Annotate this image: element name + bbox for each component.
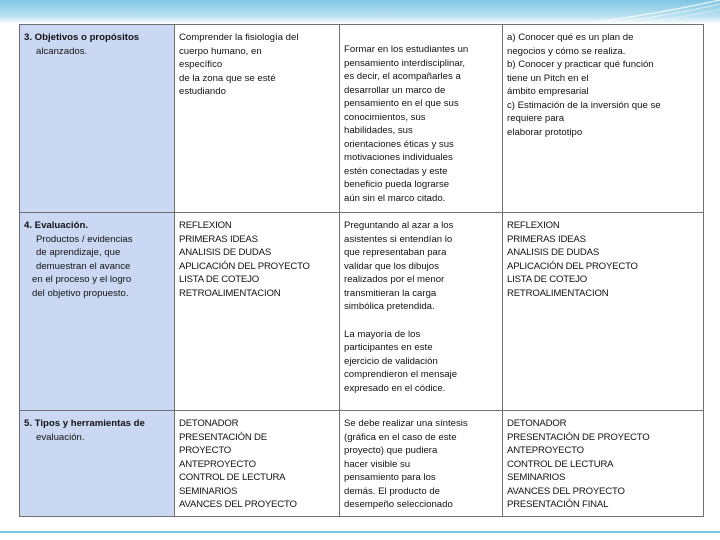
cell-line: ANALISIS DE DUDAS bbox=[507, 247, 600, 258]
row-label-line: Productos / evidencias bbox=[36, 233, 133, 245]
cell-line: APLICACIÓN DEL PROYECTO bbox=[179, 260, 310, 272]
footer-rule bbox=[0, 531, 720, 533]
cell-line: REFLEXION bbox=[507, 220, 560, 231]
cell-line: requiere para bbox=[507, 113, 565, 124]
cell-line: DETONADOR bbox=[507, 418, 567, 429]
cell-line: ANALISIS DE DUDAS bbox=[179, 247, 272, 258]
cell-line: SEMINARIOS bbox=[507, 472, 566, 483]
cell-line: Preguntando al azar a los bbox=[344, 220, 454, 231]
cell-line: AVANCES DEL PROYECTO bbox=[179, 499, 297, 510]
row-label-line: de aprendizaje, que bbox=[36, 247, 121, 258]
decorative-swoosh-icon bbox=[580, 0, 720, 24]
cell-line: DETONADOR bbox=[179, 418, 239, 429]
evaluation-table bbox=[19, 24, 704, 517]
cell-line: validar que los dibujos bbox=[344, 260, 439, 272]
cell-line: PRESENTACIÓN DE bbox=[179, 431, 267, 443]
cell-line: conocimientos, sus bbox=[344, 111, 426, 123]
cell-line: pensamiento para los bbox=[344, 472, 436, 483]
cell-line: LISTA DE COTEJO bbox=[507, 274, 587, 285]
cell-objetivos-col3 bbox=[503, 25, 704, 213]
cell-line: motivaciones individuales bbox=[344, 152, 453, 163]
cell-line: (gráfica en el caso de este bbox=[344, 431, 457, 443]
cell-line: pensamiento interdisciplinar, bbox=[344, 57, 466, 69]
cell-line: participantes en este bbox=[344, 342, 433, 353]
cell-line: transmitieran la carga bbox=[344, 287, 437, 299]
cell-line: orientaciones éticas y sus bbox=[344, 138, 454, 150]
cell-herramientas-col1 bbox=[175, 411, 340, 517]
row-label-herramientas bbox=[20, 411, 175, 517]
cell-line: estén conectadas y este bbox=[344, 165, 448, 177]
cell-line: desarrollar un marco de bbox=[344, 84, 446, 96]
cell-line: negocios y cómo se realiza. bbox=[507, 45, 626, 57]
cell-objetivos-col1 bbox=[175, 25, 340, 213]
cell-line: aún sin el marco citado. bbox=[344, 192, 446, 204]
cell-line: b) Conocer y practicar qué función bbox=[507, 59, 654, 70]
cell-line: PRIMERAS IDEAS bbox=[507, 233, 586, 245]
cell-line: tiene un Pitch en el bbox=[507, 72, 589, 84]
cell-line: de la zona que se esté bbox=[179, 72, 276, 84]
cell-line: LISTA DE COTEJO bbox=[179, 274, 259, 285]
cell-line: elaborar prototipo bbox=[507, 126, 583, 138]
row-label-title: 5. Tipos y herramientas de bbox=[24, 418, 145, 429]
cell-line: AVANCES DEL PROYECTO bbox=[507, 485, 625, 497]
cell-line: PRESENTACIÓN DE PROYECTO bbox=[507, 431, 650, 443]
cell-line: REFLEXION bbox=[179, 220, 232, 231]
cell-line: realizados por el menor bbox=[344, 274, 445, 285]
cell-evaluacion-col2 bbox=[340, 213, 503, 411]
cell-line: hacer visible su bbox=[344, 458, 411, 470]
row-label-line: demuestran el avance bbox=[36, 260, 131, 272]
cell-objetivos-col2 bbox=[340, 25, 503, 213]
cell-line: c) Estimación de la inversión que se bbox=[507, 99, 661, 111]
cell-line: Formar en los estudiantes un bbox=[344, 44, 469, 55]
row-label-title: 4. Evaluación. bbox=[24, 220, 88, 231]
cell-line: Comprender la fisiología del bbox=[179, 32, 299, 43]
cell-line: habilidades, sus bbox=[344, 125, 413, 136]
cell-line: RETROALIMENTACION bbox=[179, 287, 281, 299]
cell-line: simbólica pretendida. bbox=[344, 301, 435, 312]
cell-line: proyecto) que pudiera bbox=[344, 445, 438, 456]
cell-line: ANTEPROYECTO bbox=[179, 458, 256, 470]
cell-line: ejercicio de validación bbox=[344, 355, 438, 367]
cell-line: desempeño seleccionado bbox=[344, 499, 453, 510]
cell-line: CONTROL DE LECTURA bbox=[507, 458, 614, 470]
cell-line: expresado en el códice. bbox=[344, 382, 446, 394]
cell-line: es decir, el acompañarles a bbox=[344, 71, 461, 82]
cell-evaluacion-col3 bbox=[503, 213, 704, 411]
cell-line: RETROALIMENTACION bbox=[507, 287, 609, 299]
cell-line: ANTEPROYECTO bbox=[507, 445, 584, 456]
row-label-line: del objetivo propuesto. bbox=[32, 287, 129, 299]
row-label-line: alcanzados. bbox=[36, 45, 88, 57]
cell-line: comprendieron el mensaje bbox=[344, 369, 458, 380]
cell-line: estudiando bbox=[179, 86, 226, 97]
row-label-objetivos bbox=[20, 25, 175, 213]
cell-line: demás. El producto de bbox=[344, 485, 440, 497]
row-label-line: en el proceso y el logro bbox=[32, 274, 132, 285]
cell-line: SEMINARIOS bbox=[179, 485, 238, 497]
cell-line: APLICACIÓN DEL PROYECTO bbox=[507, 260, 638, 272]
cell-line: ámbito empresarial bbox=[507, 86, 589, 97]
cell-line: pensamiento en el que sus bbox=[344, 98, 459, 109]
cell-line: PRESENTACIÓN FINAL bbox=[507, 499, 609, 510]
cell-line: asistentes si entendían lo bbox=[344, 233, 453, 245]
cell-line: CONTROL DE LECTURA bbox=[179, 472, 286, 483]
cell-evaluacion-col1 bbox=[175, 213, 340, 411]
table-row-herramientas bbox=[20, 411, 704, 517]
cell-line: a) Conocer qué es un plan de bbox=[507, 32, 634, 43]
cell-herramientas-col2 bbox=[340, 411, 503, 517]
row-label-title: 3. Objetivos o propósitos bbox=[24, 32, 140, 43]
row-label-evaluacion bbox=[20, 213, 175, 411]
cell-line: específico bbox=[179, 59, 223, 70]
cell-line: Se debe realizar una síntesis bbox=[344, 418, 468, 429]
table-row-evaluacion bbox=[20, 213, 704, 411]
cell-line: que representaban para bbox=[344, 247, 447, 258]
cell-line: cuerpo humano, en bbox=[179, 45, 262, 57]
cell-line: beneficio pueda lograrse bbox=[344, 179, 450, 190]
cell-herramientas-col3 bbox=[503, 411, 704, 517]
table-row-objetivos bbox=[20, 25, 704, 213]
row-label-line: evaluación. bbox=[36, 431, 85, 443]
header-band bbox=[0, 0, 720, 24]
cell-line: PRIMERAS IDEAS bbox=[179, 233, 258, 245]
cell-line: PROYECTO bbox=[179, 445, 232, 456]
cell-line: La mayoría de los bbox=[344, 328, 421, 340]
